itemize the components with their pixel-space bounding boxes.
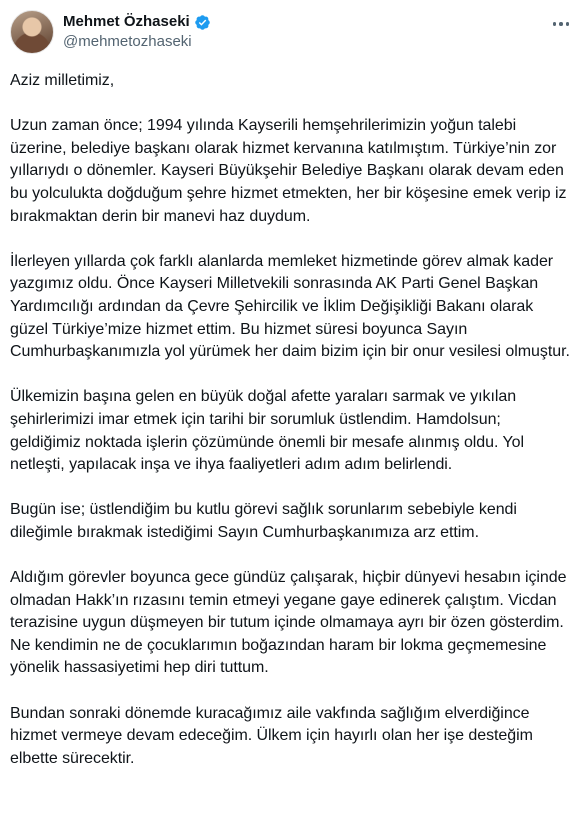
tweet-paragraph: Ülkemizin başına gelen en büyük doğal afette yaraları sarmak ve yıkılan şehirlerimizi imar etmek için tarihi bir sorumluk üstlendim. Hamdolsun; geldiğimiz noktada işlerin çözümünde önemli bir mesafe alınmış oldu. Yol netleşti, yapılacak inşa ve ihya faaliyetleri adım adım belirlendi.: [10, 388, 525, 474]
tweet-paragraph: İlerleyen yıllarda çok farklı alanlarda memleket hizmetinde görev almak kader yazgımız oldu. Önce Kayseri Milletvekili sonrasında AK Parti Genel Başkan Yardımcılığı ardından da Çevre Şehircilik ve İklim Değişikliği Bakanı olarak güzel Türkiye’mize hizmet ettim. Bu hizmet süresi boyunca Sayın Cumhurbaşkanımızla yol yürümek her daim bizim için bir onur vesilesi olmuştur.: [10, 252, 570, 361]
tweet-paragraph: Bundan sonraki dönemde kuracağımız aile vakfında sağlığım elverdiğince hizmet vermeye devam edeceğim. Ülkem için hayırlı olan her işe desteğim elbette sürecektir.: [10, 704, 533, 767]
verified-badge-icon[interactable]: [194, 14, 211, 31]
more-options-icon[interactable]: [553, 14, 570, 34]
author-info: [63, 12, 211, 52]
tweet-paragraph: Bugün ise; üstlendiğim bu kutlu görevi sağlık sorunlarım sebebiyle kendi dileğimle bırakmak istediğimi Sayın Cumhurbaşkanımıza arz ettim.: [10, 501, 517, 541]
tweet-header: [10, 8, 573, 56]
author-name-row: [63, 12, 211, 32]
tweet-paragraph: Aziz milletimiz,: [10, 72, 115, 89]
tweet-paragraph: Aldığım görevler boyunca gece gündüz çalışarak, hiçbir dünyevi hesabın içinde olmadan Hakk’ın rızasını temin etmeyi yegane gaye edinerek çalıştım. Vicdan terazisine uygun düşmeyen bir tutum içinde olmamaya ayrı bir özen gösterdim. Ne kendimin ne de çocuklarımın boğazından haram bir lokma geçmemesine yönelik hassasiyetimi hep diri tuttum.: [10, 569, 567, 677]
avatar[interactable]: [10, 10, 54, 54]
author-name[interactable]: Mehmet Özhaseki: [63, 13, 190, 30]
author-handle[interactable]: @mehmetozhaseki: [63, 33, 192, 50]
tweet-paragraph: Uzun zaman önce; 1994 yılında Kayserili hemşehrilerimizin yoğun talebi üzerine, belediye başkanı olarak hizmet kervanına katılmıştım. Türkiye’nin zor yıllarıydı o dönemler. Kayseri Büyükşehir Belediye Başkanı olarak devam eden bu yolculukta doğduğum şehre hizmet etmekten, her bir köşesine emek verip iz bırakmaktan derin bir manevi haz duydum.: [10, 117, 567, 225]
tweet-text: [10, 70, 573, 770]
